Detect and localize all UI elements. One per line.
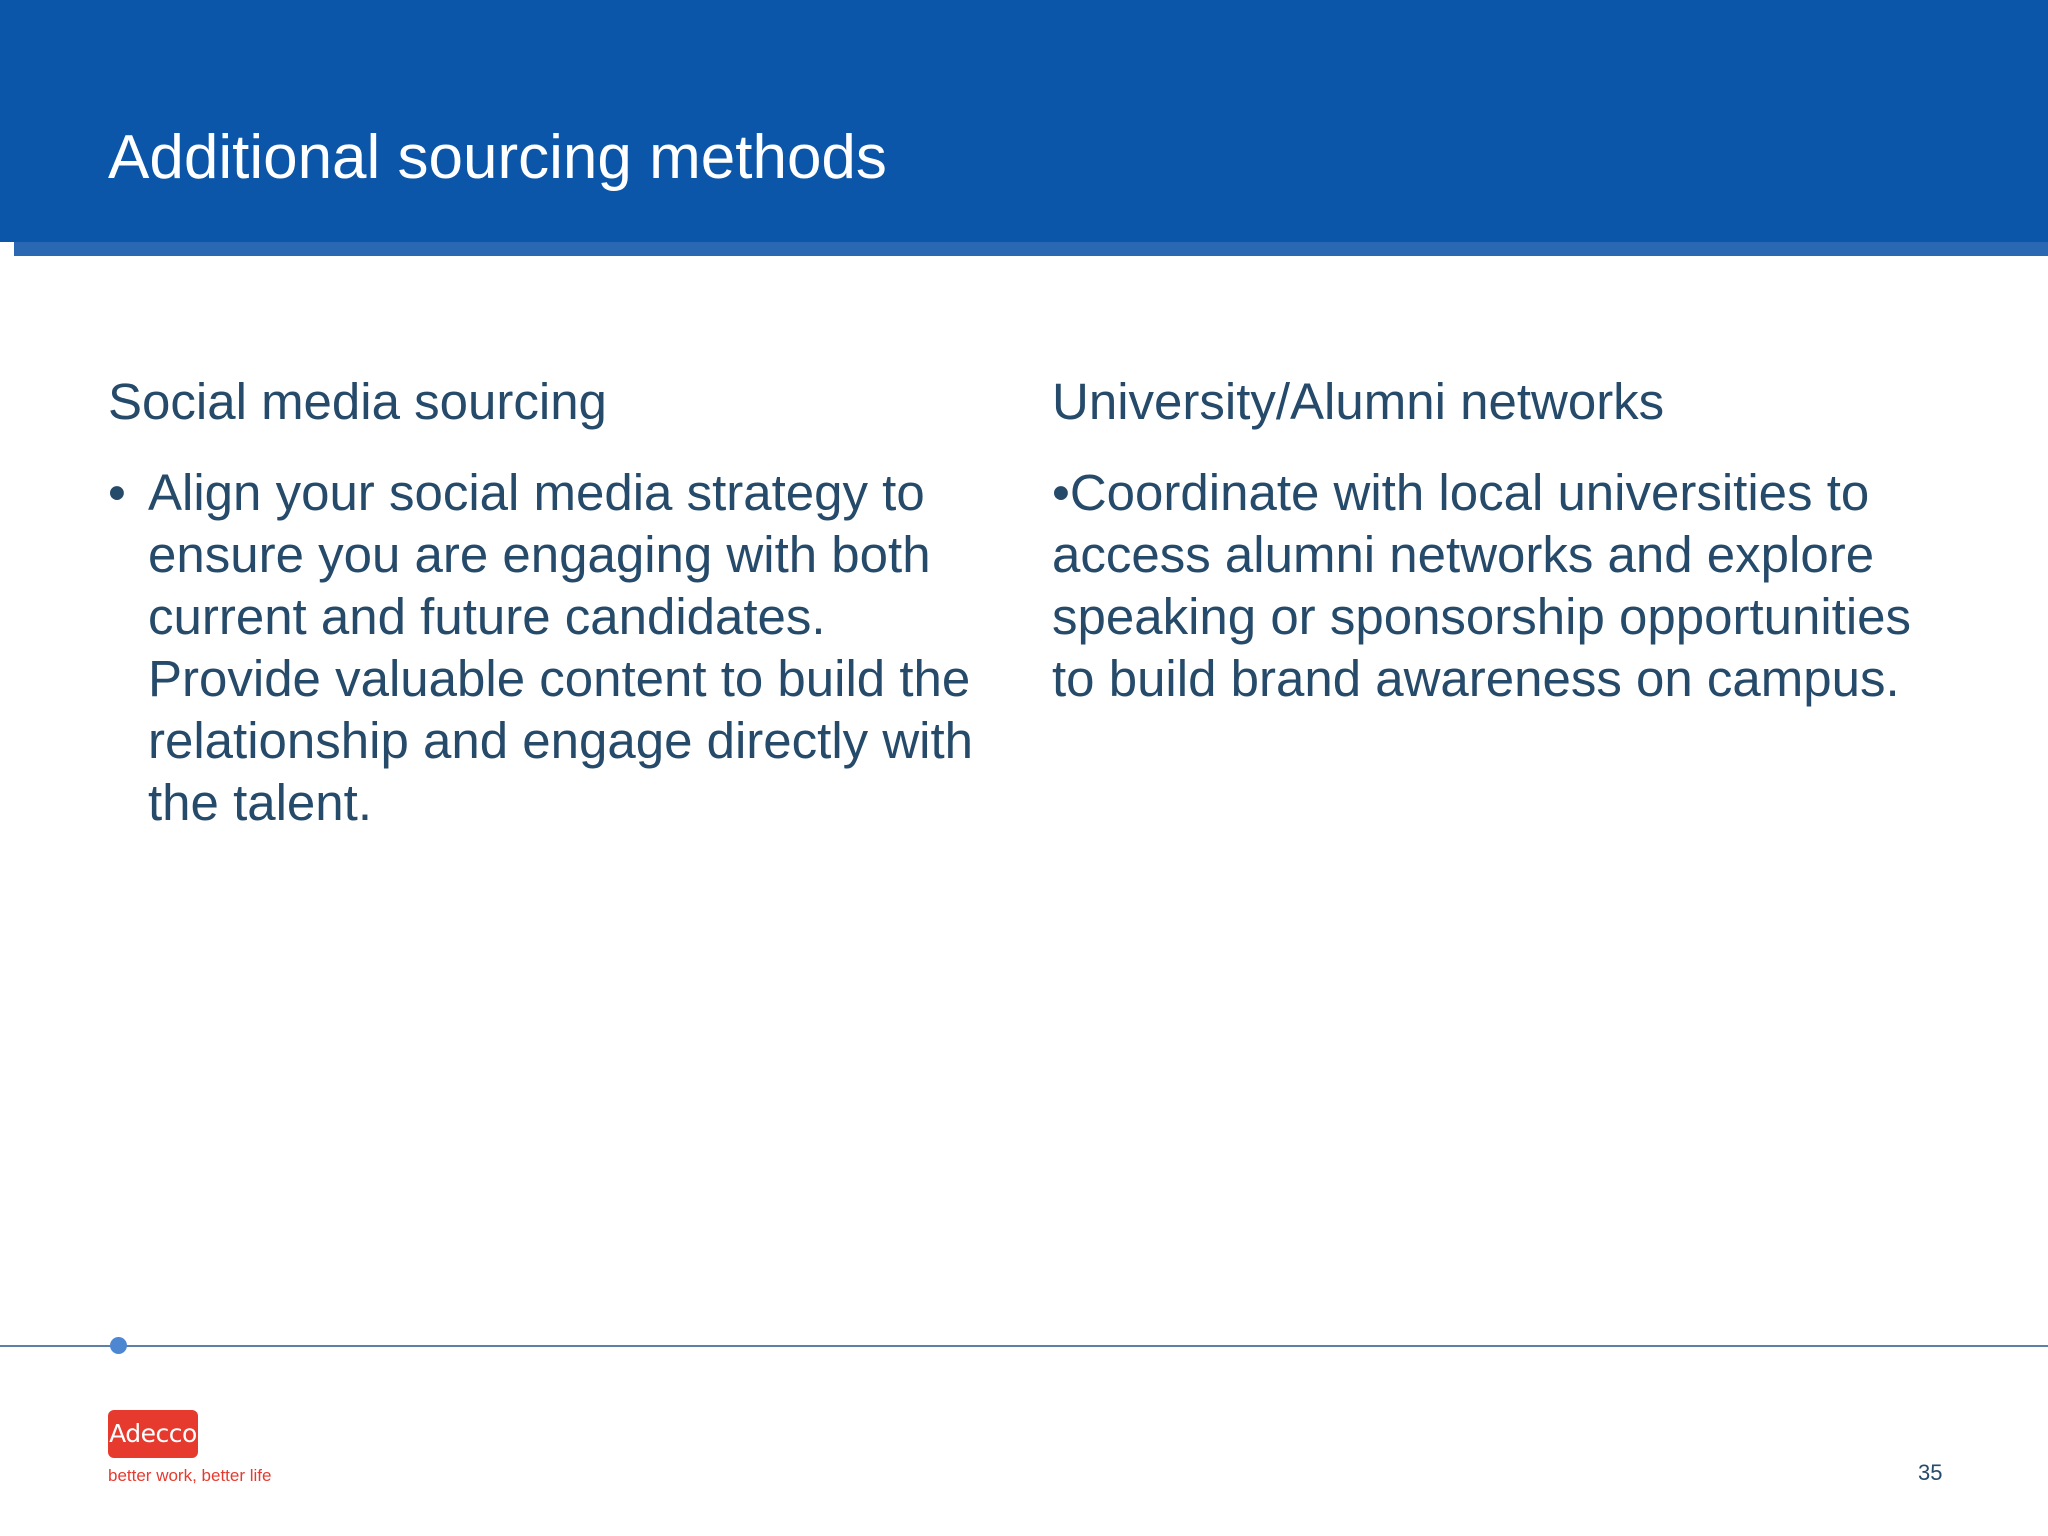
right-bullet-text: •Coordinate with local universities to access alumni networks and explore speaking or sponsorship opportunities to build brand awareness on campus. bbox=[1052, 464, 1912, 707]
adecco-logo: Adecco bbox=[108, 1410, 198, 1458]
right-column bbox=[1052, 372, 1912, 710]
bullet-dot: • bbox=[108, 464, 126, 521]
page-number: 35 bbox=[1918, 1460, 1943, 1485]
left-column-heading: Social media sourcing bbox=[108, 373, 607, 430]
left-bullet-text: Align your social media strategy to ensure you are engaging with both current and future candidates. Provide valuable content to build the relationship and engage directly with the talent. bbox=[148, 464, 974, 831]
header-band bbox=[14, 242, 2048, 256]
header-bar bbox=[0, 0, 2048, 242]
footer-divider bbox=[0, 1345, 2048, 1347]
divider-dot bbox=[110, 1337, 127, 1354]
left-column bbox=[108, 372, 988, 834]
logo-tagline: better work, better life bbox=[108, 1466, 272, 1485]
right-column-heading: University/Alumni networks bbox=[1052, 373, 1665, 430]
left-bullet-item bbox=[108, 462, 988, 834]
slide-title: Additional sourcing methods bbox=[108, 123, 887, 192]
